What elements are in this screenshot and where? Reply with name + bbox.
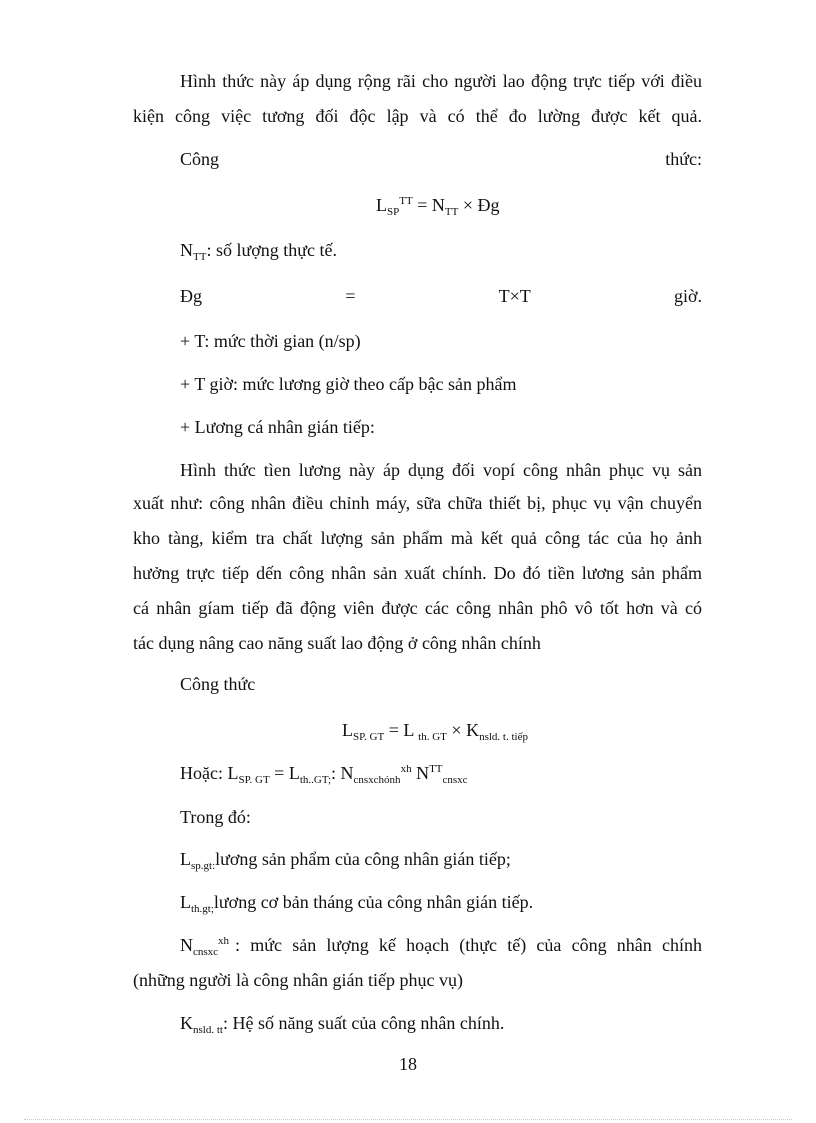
- definition-knsld: $K_{nsld. tt}$: Hệ số năng suất của công nhân chính.: [180, 1013, 505, 1036]
- formula-lsp-gt: $L_{SP. GT} = L$ $_{th. GT} \times K_{nsld. t. tiếp}$: [342, 720, 528, 743]
- dg-txt: T×T: [498, 286, 531, 306]
- paragraph-1-line-2: kiện công việc tương đối độc lập và có thể đo lường được kết quả.: [133, 106, 702, 126]
- formula-intro-right: thức:: [665, 149, 702, 169]
- paragraph-2-line-2: xuất như: công nhân điều chỉnh máy, sữa chữa thiết bị, phục vụ vận chuyển: [133, 493, 702, 513]
- ntt-definition: $N_{TT}$: số lượng thực tế.: [180, 240, 337, 263]
- definition-ncnsxc: $N_{cnsxc}^{xh}$ : mức sản lượng kế hoạch (thực tế) của công nhân chính: [180, 935, 702, 958]
- trong-do-label: Trong đó:: [180, 807, 251, 827]
- dg-gio: giờ.: [673, 286, 702, 306]
- dg-line: [180, 285, 702, 307]
- paragraph-2-line-6: tác dụng nâng cao năng suất lao động ở công nhân chính: [133, 633, 541, 653]
- page-bottom-border: [24, 1119, 792, 1120]
- dg-label: Đg: [180, 286, 202, 306]
- formula-intro-left: Công: [180, 149, 220, 169]
- paragraph-2-line-1: Hình thức tìen lương này áp dụng đối vopí công nhân phục vụ sản: [180, 460, 702, 480]
- formula-lsp-tt: $L_{SP}^{TT} = N_{TT}$ × Đg: [376, 195, 500, 218]
- alternative-formula: Hoặc: $L_{SP. GT} = L_{th..GT;}$: $N_{cnsxchónh}^{xh}$ $N^{TT}_{cnsxc}$: [180, 763, 468, 786]
- bullet-item: + Lương cá nhân gián tiếp:: [180, 417, 375, 437]
- definition-lth-gt: $L_{th.gt;}lương$ cơ bản tháng của công nhân gián tiếp.: [180, 892, 534, 915]
- paragraph-2-line-4: hưởng trực tiếp dến công nhân sản xuất chính. Do đó tiền lương sản phẩm: [133, 563, 702, 583]
- definition-ncnsxc-continued: (những người là công nhân gián tiếp phục vụ): [133, 970, 463, 990]
- formula-2-label: Công thức: [180, 674, 256, 694]
- bullet-item: + T: mức thời gian (n/sp): [180, 331, 361, 351]
- paragraph-1-line-1: Hình thức này áp dụng rộng rãi cho người lao động trực tiếp với điều: [180, 71, 702, 91]
- dg-equals: =: [345, 286, 356, 306]
- page-number: 18: [399, 1054, 417, 1074]
- bullet-item: + T giờ: mức lương giờ theo cấp bậc sản phẩm: [180, 374, 517, 394]
- definition-lsp-gt: $L_{sp.gt:}lương$ sản phẩm của công nhân gián tiếp;: [180, 849, 511, 872]
- paragraph-2-line-3: kho tàng, kiểm tra chất lượng sản phẩm mà kết quả công tác của họ ảnh: [133, 528, 702, 548]
- paragraph-2-line-5: cá nhân gíam tiếp đã động viên được các công nhân phô vô tốt hơn và có: [133, 598, 702, 618]
